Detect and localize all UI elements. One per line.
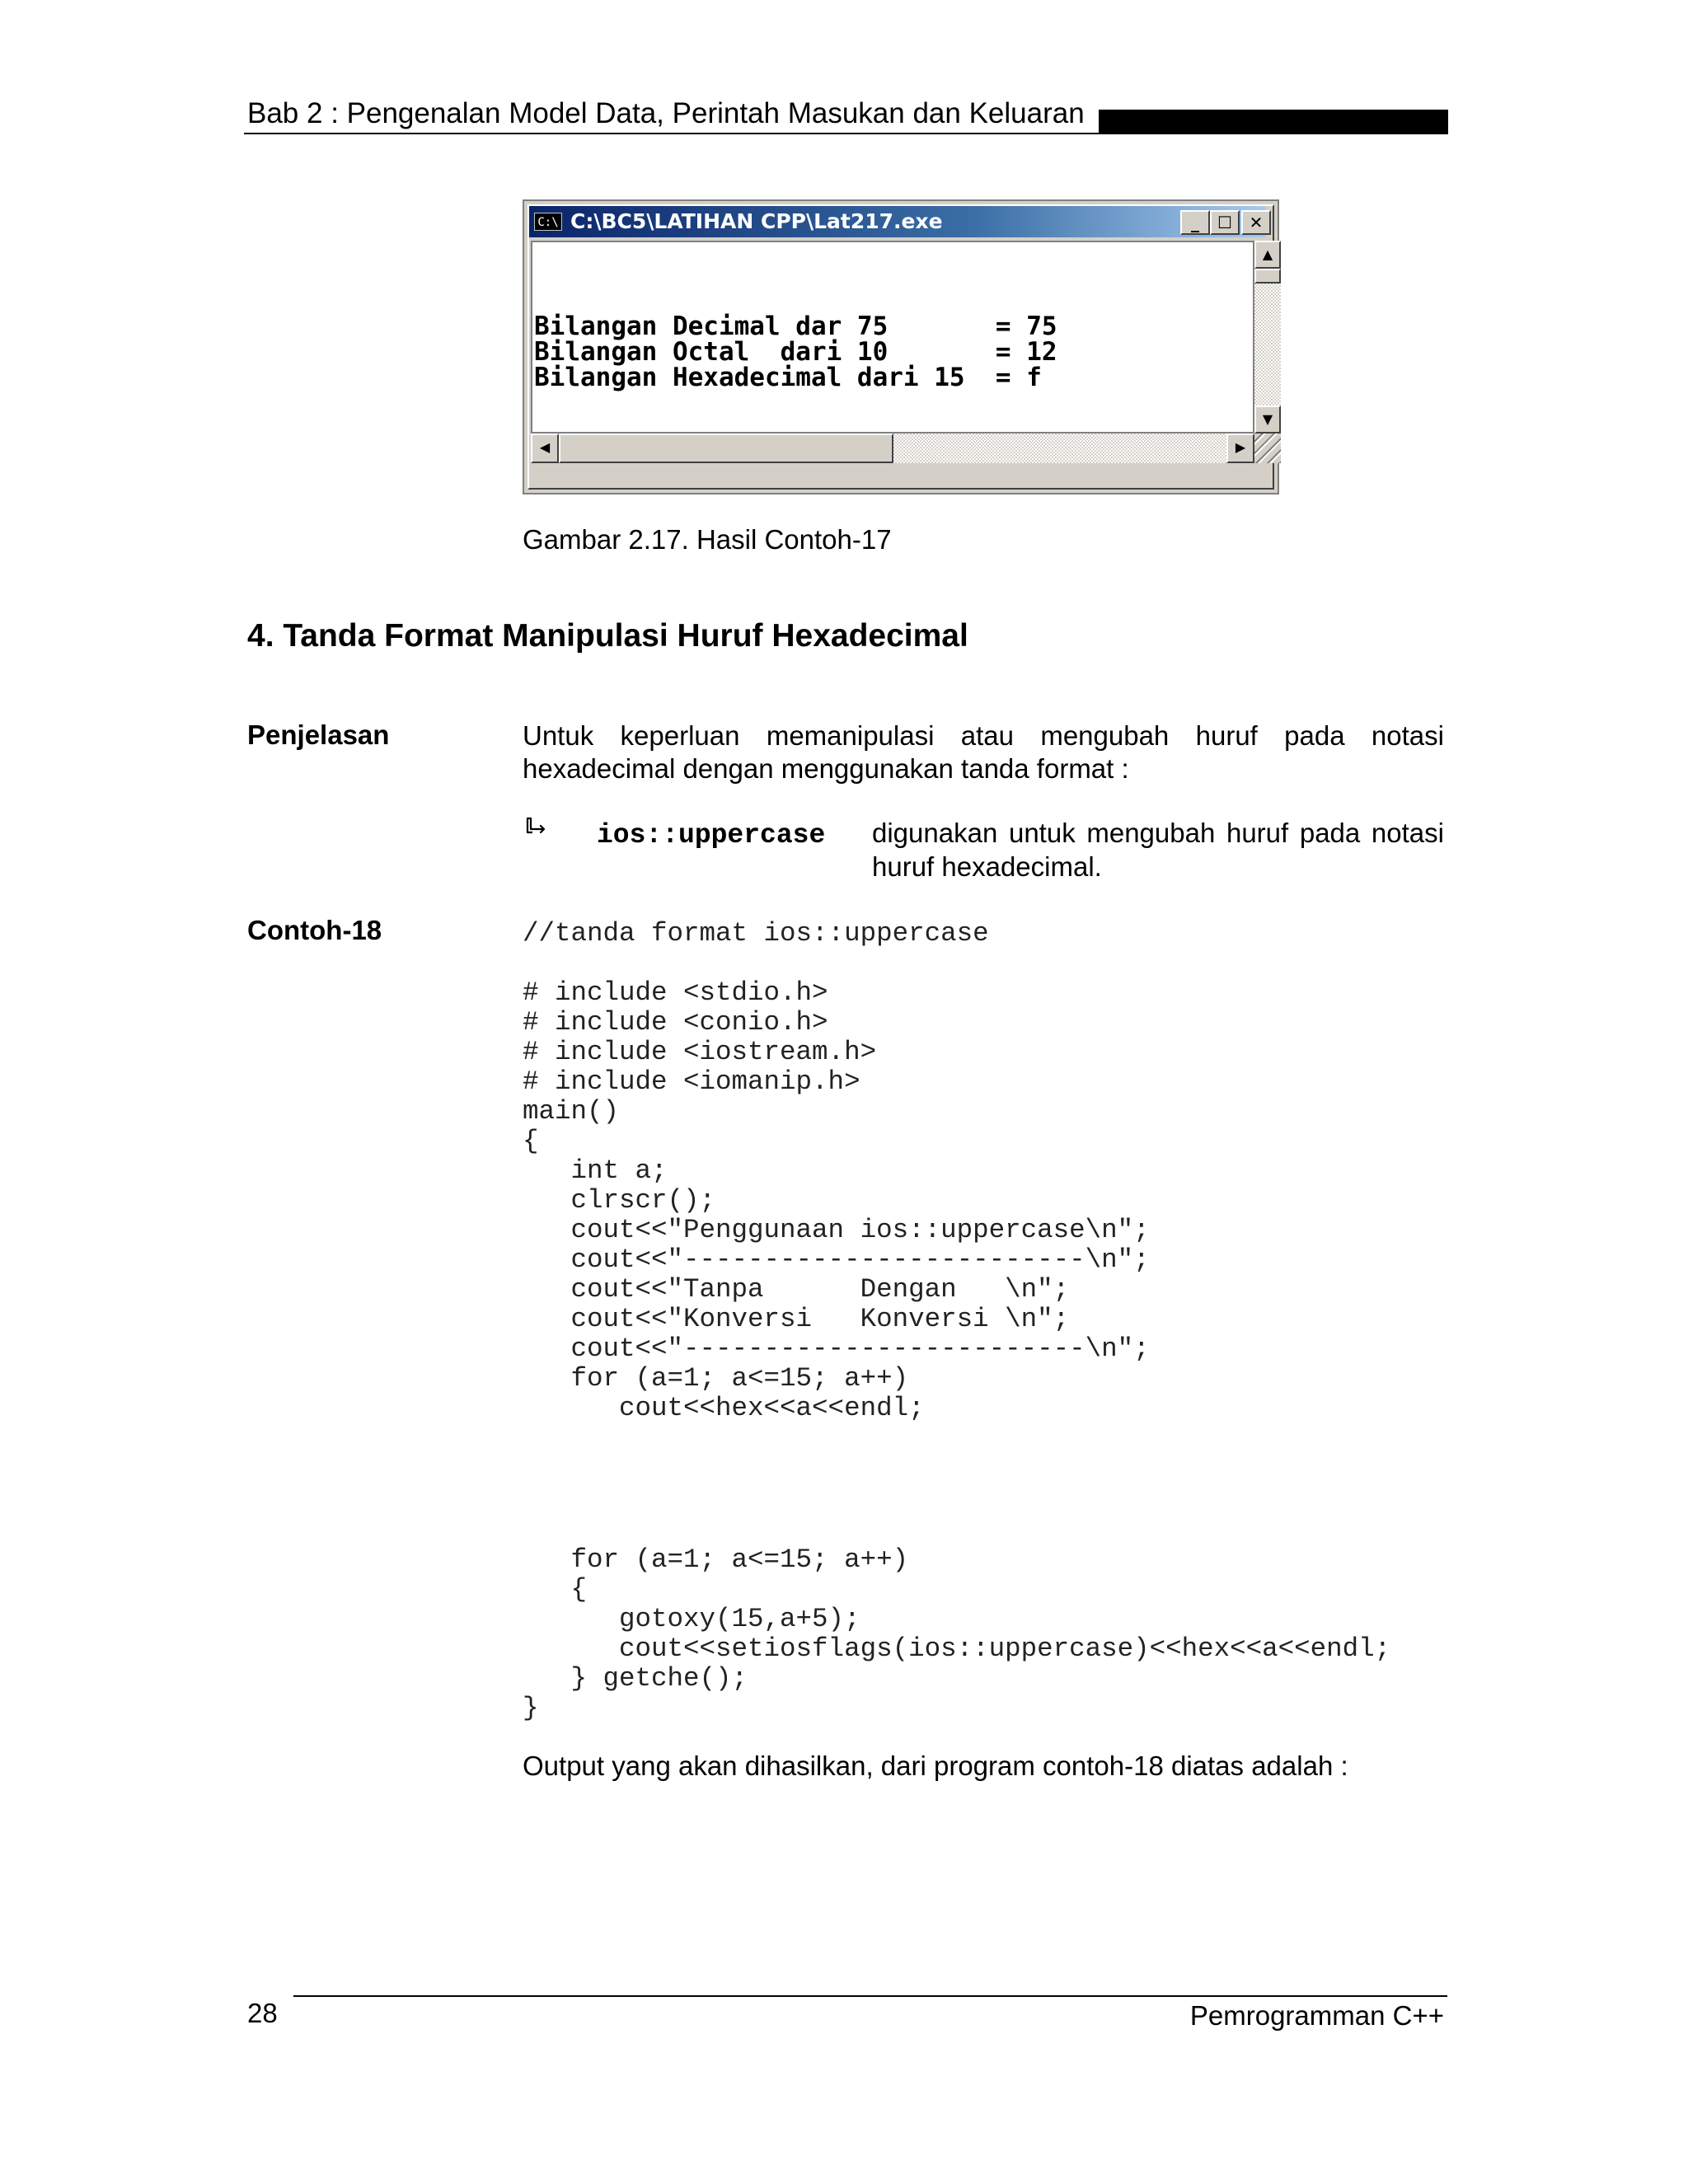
format-code: ios::uppercase: [597, 820, 826, 851]
horizontal-scrollbar[interactable]: [531, 434, 1254, 463]
scroll-left-icon[interactable]: ◀: [531, 434, 559, 463]
header-bar: [1099, 110, 1448, 134]
console-output: Bilangan Decimal dar 75 = 75 Bilangan Octal dari 10 = 12 Bilangan Hexadecimal dari 15 = f: [534, 312, 1057, 392]
close-button[interactable]: ✕: [1241, 210, 1271, 235]
horizontal-scroll-thumb[interactable]: [559, 434, 893, 463]
scroll-right-icon[interactable]: ▶: [1226, 434, 1254, 463]
figure-caption: Gambar 2.17. Hasil Contoh-17: [523, 524, 892, 555]
maximize-button[interactable]: ☐: [1210, 210, 1240, 235]
code-block-part1: # include <stdio.h> # include <conio.h> # include <iostream.h> # include <iomanip.h> main() { int a; clrscr(); cout<<"Penggunaan ios::uppercase\n"; cout<<"-------------------------\n"; cout<<"Tanpa Dengan \n"; cout<<"Konversi Konversi \n"; cout<<"-------------------------\n"; for (a=1; a<=15; a++) cout<<hex<<a<<endl;: [523, 977, 1150, 1423]
resize-grip-icon[interactable]: [1254, 434, 1281, 463]
explanation-label: Penjelasan: [247, 719, 390, 750]
scroll-up-icon[interactable]: ▲: [1254, 241, 1281, 269]
scroll-down-icon[interactable]: ▼: [1254, 405, 1281, 434]
explanation-text: Untuk keperluan memanipulasi atau mengubah huruf pada notasi hexadecimal dengan menggunakan tanda format :: [523, 720, 1444, 784]
console-window-figure: [523, 199, 1279, 494]
console-icon: C:\: [534, 213, 562, 231]
code-block-part2: for (a=1; a<=15; a++) { gotoxy(15,a+5); cout<<setiosflags(ios::uppercase)<<hex<<a<<endl; } getche(); }: [523, 1544, 1391, 1723]
code-comment: //tanda format ios::uppercase: [523, 918, 989, 949]
format-description: digunakan untuk mengubah huruf pada notasi huruf hexadecimal.: [872, 818, 1444, 882]
running-header: Bab 2 : Pengenalan Model Data, Perintah Masukan dan Keluaran: [247, 97, 1085, 129]
footer-title: Pemrogramman C++: [1189, 2000, 1444, 2031]
console-output-area: [531, 241, 1254, 434]
output-intro-text: Output yang akan dihasilkan, dari program contoh-18 diatas adalah :: [523, 1750, 1348, 1781]
footer-rule: [293, 1995, 1447, 1997]
vertical-scroll-thumb[interactable]: [1254, 269, 1281, 284]
window-titlebar: [529, 206, 1266, 237]
page-number: 28: [247, 1998, 278, 2028]
section-heading: 4. Tanda Format Manipulasi Huruf Hexadecimal: [247, 618, 968, 654]
minimize-button[interactable]: _: [1180, 210, 1210, 235]
pointing-hand-icon: [523, 816, 551, 844]
window-title: C:\BC5\LATIHAN CPP\Lat217.exe: [570, 209, 943, 233]
example-label: Contoh-18: [247, 915, 382, 945]
vertical-scrollbar[interactable]: [1254, 241, 1281, 434]
header-rule: [244, 133, 1447, 134]
